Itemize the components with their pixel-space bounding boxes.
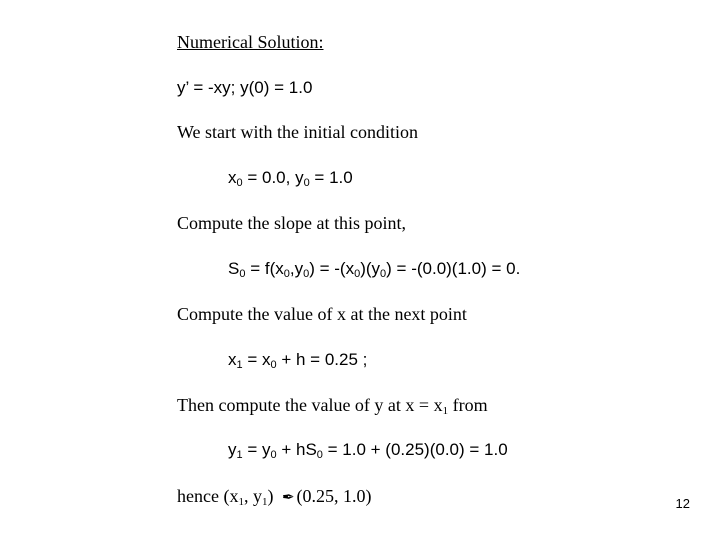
slope-part-1: = f(x (245, 259, 284, 278)
next-y-part-1: = y (242, 440, 271, 459)
next-x-intro-text: Compute the value of x at the next point (177, 304, 467, 324)
initial-x-value: = 0.0, (242, 168, 296, 187)
heading: Numerical Solution: (177, 32, 324, 52)
slope-x-sub: 0 (283, 268, 290, 280)
next-x-part-1: = x (242, 350, 271, 369)
next-y-intro-sub: 1 (442, 405, 449, 417)
next-y-equation (228, 440, 508, 460)
intro-text: We start with the initial condition (177, 122, 419, 142)
next-x0-sub: 0 (270, 359, 277, 371)
next-x: x (228, 350, 237, 369)
hence-line (177, 486, 372, 507)
next-x-equation (228, 350, 367, 370)
initial-y: y (295, 168, 304, 187)
next-y-intro-main: Then compute the value of y at x = x (177, 395, 443, 415)
next-y-part-2: + hS (276, 440, 317, 459)
slope-part-3: ) = -(x (309, 259, 355, 278)
next-y: y (228, 440, 237, 459)
slope-part-2: ,y (289, 259, 304, 278)
slope-y-sub: 0 (303, 268, 310, 280)
hence-part-1: hence (x (177, 486, 239, 506)
slope-s: S (228, 259, 240, 278)
initial-y-sub: 0 (303, 177, 310, 189)
slope-intro-text: Compute the slope at this point, (177, 213, 406, 233)
page-number: 12 (675, 496, 690, 511)
next-s-sub: 0 (316, 449, 323, 461)
ode-equation: y’ = -xy; y(0) = 1.0 (177, 78, 313, 97)
hence-y-sub: 1 (261, 496, 268, 508)
next-y-intro-text (177, 395, 488, 415)
slope-equation (228, 259, 520, 279)
arrow-icon: ✒ (281, 488, 295, 506)
next-x-sub: 1 (236, 359, 243, 371)
slope-y-sub-2: 0 (380, 268, 387, 280)
initial-x: x (228, 168, 237, 187)
next-y-part-3: = 1.0 + (0.25)(0.0) = 1.0 (322, 440, 508, 459)
initial-x-sub: 0 (236, 177, 243, 189)
hence-part-4: (0.25, 1.0) (296, 486, 372, 506)
initial-y-value: = 1.0 (309, 168, 353, 187)
hence-part-2: , y (243, 486, 262, 506)
next-x-part-2: + h = 0.25 ; (276, 350, 368, 369)
hence-x-sub: 1 (238, 496, 244, 508)
next-y0-sub: 0 (270, 449, 277, 461)
next-y-intro-tail: from (448, 395, 488, 415)
next-y-sub: 1 (236, 449, 243, 461)
slope-part-5: ) = -(0.0)(1.0) = 0. (386, 259, 521, 278)
slope-x-sub-2: 0 (354, 268, 361, 280)
hence-part-3: ) (267, 486, 278, 506)
initial-condition (228, 168, 353, 188)
slope-part-4: )(y (360, 259, 381, 278)
slope-s-sub: 0 (239, 268, 246, 280)
